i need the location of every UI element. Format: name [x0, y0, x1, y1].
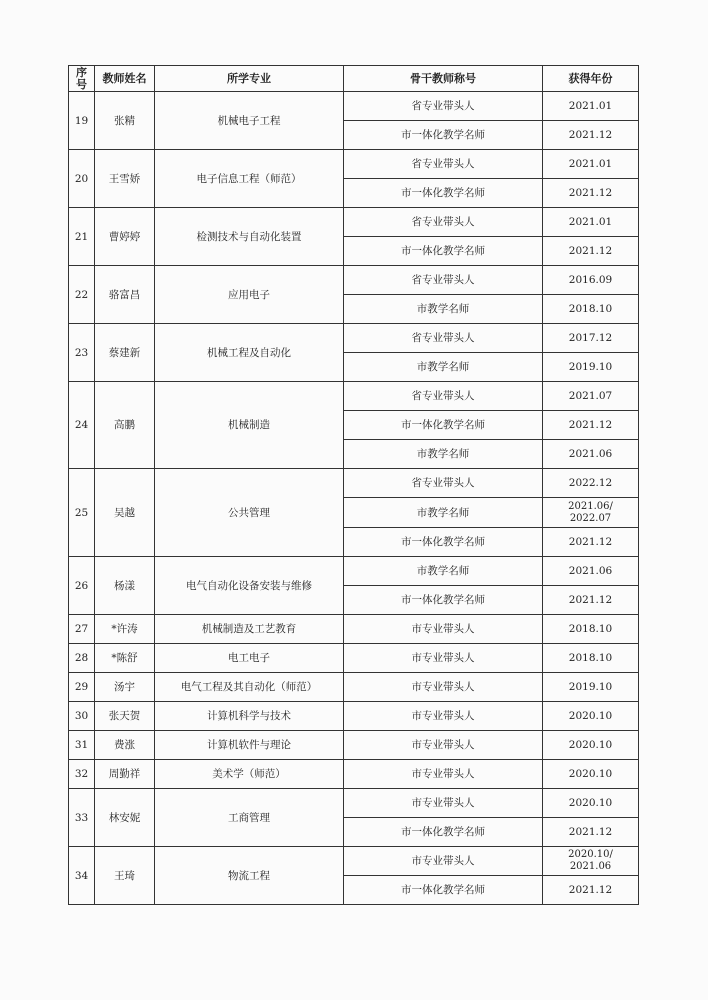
table-row — [69, 92, 639, 121]
header-name: 教师姓名 — [95, 66, 155, 92]
cell-major: 机械制造及工艺教育 — [155, 615, 344, 644]
cell-major: 物流工程 — [155, 847, 344, 905]
cell-major: 计算机科学与技术 — [155, 702, 344, 731]
cell-title: 市专业带头人 — [344, 760, 543, 789]
cell-date: 2021.12 — [543, 237, 639, 266]
cell-title: 市一体化教学名师 — [344, 528, 543, 557]
cell-title: 市教学名师 — [344, 353, 543, 382]
cell-date: 2016.09 — [543, 266, 639, 295]
cell-title: 市一体化教学名师 — [344, 876, 543, 905]
cell-major: 电气工程及其自动化（师范） — [155, 673, 344, 702]
cell-no: 19 — [69, 92, 95, 150]
date-line: 2022.07 — [569, 512, 612, 524]
cell-no: 34 — [69, 847, 95, 905]
cell-date: 2021.01 — [543, 150, 639, 179]
cell-title: 市教学名师 — [344, 295, 543, 324]
cell-title: 省专业带头人 — [344, 469, 543, 498]
cell-title: 市一体化教学名师 — [344, 237, 543, 266]
cell-date: 2021.12 — [543, 586, 639, 615]
cell-name: 高鹏 — [95, 382, 155, 469]
cell-name: *陈舒 — [95, 644, 155, 673]
cell-title: 省专业带头人 — [344, 208, 543, 237]
table-row — [69, 673, 639, 702]
cell-title: 市一体化教学名师 — [344, 818, 543, 847]
cell-no: 28 — [69, 644, 95, 673]
cell-title: 市专业带头人 — [344, 847, 543, 876]
table-row — [69, 382, 639, 411]
cell-name: 林安妮 — [95, 789, 155, 847]
cell-no: 31 — [69, 731, 95, 760]
cell-date: 2021.06 — [543, 440, 639, 469]
cell-date: 2021.07 — [543, 382, 639, 411]
cell-title: 省专业带头人 — [344, 92, 543, 121]
cell-date: 2020.10 — [543, 731, 639, 760]
cell-name: 王雪娇 — [95, 150, 155, 208]
cell-date — [543, 498, 639, 528]
cell-major: 电工电子 — [155, 644, 344, 673]
cell-major: 美术学（师范） — [155, 760, 344, 789]
cell-date: 2017.12 — [543, 324, 639, 353]
cell-no: 27 — [69, 615, 95, 644]
cell-name: 费涨 — [95, 731, 155, 760]
table-row — [69, 847, 639, 876]
cell-major: 机械工程及自动化 — [155, 324, 344, 382]
cell-name: 王琦 — [95, 847, 155, 905]
header-major: 所学专业 — [155, 66, 344, 92]
cell-title: 市专业带头人 — [344, 702, 543, 731]
cell-no: 32 — [69, 760, 95, 789]
cell-date: 2020.10 — [543, 702, 639, 731]
cell-title: 市专业带头人 — [344, 615, 543, 644]
cell-no: 20 — [69, 150, 95, 208]
cell-title: 省专业带头人 — [344, 266, 543, 295]
table-row — [69, 760, 639, 789]
cell-title: 市专业带头人 — [344, 673, 543, 702]
cell-date: 2021.01 — [543, 92, 639, 121]
cell-title: 省专业带头人 — [344, 150, 543, 179]
cell-major: 电子信息工程（师范） — [155, 150, 344, 208]
cell-title: 市一体化教学名师 — [344, 179, 543, 208]
cell-major: 电气自动化设备安装与维修 — [155, 557, 344, 615]
cell-name: 周勤祥 — [95, 760, 155, 789]
table-row — [69, 702, 639, 731]
cell-no: 30 — [69, 702, 95, 731]
cell-name: 汤宇 — [95, 673, 155, 702]
cell-date: 2021.12 — [543, 179, 639, 208]
cell-title: 市专业带头人 — [344, 644, 543, 673]
cell-date: 2018.10 — [543, 644, 639, 673]
cell-date: 2021.01 — [543, 208, 639, 237]
cell-date: 2020.10 — [543, 789, 639, 818]
header-no: 序号 — [69, 66, 95, 92]
cell-name: 吴越 — [95, 469, 155, 557]
cell-date: 2020.10 — [543, 760, 639, 789]
cell-name: 张天贺 — [95, 702, 155, 731]
cell-title: 市教学名师 — [344, 440, 543, 469]
cell-title: 市教学名师 — [344, 498, 543, 528]
cell-title: 市专业带头人 — [344, 731, 543, 760]
table-row — [69, 469, 639, 498]
cell-date: 2019.10 — [543, 353, 639, 382]
cell-major: 计算机软件与理论 — [155, 731, 344, 760]
cell-major: 工商管理 — [155, 789, 344, 847]
cell-name: 曹婷婷 — [95, 208, 155, 266]
cell-title: 市教学名师 — [344, 557, 543, 586]
cell-date: 2021.06 — [543, 557, 639, 586]
table-row — [69, 324, 639, 353]
cell-major: 公共管理 — [155, 469, 344, 557]
backbone-teacher-table — [68, 65, 639, 905]
cell-date: 2018.10 — [543, 295, 639, 324]
cell-date: 2019.10 — [543, 673, 639, 702]
header-title: 骨干教师称号 — [344, 66, 543, 92]
cell-date: 2021.12 — [543, 818, 639, 847]
cell-no: 22 — [69, 266, 95, 324]
cell-no: 29 — [69, 673, 95, 702]
cell-no: 24 — [69, 382, 95, 469]
cell-date: 2018.10 — [543, 615, 639, 644]
header-date: 获得年份 — [543, 66, 639, 92]
cell-title: 省专业带头人 — [344, 382, 543, 411]
cell-no: 26 — [69, 557, 95, 615]
cell-no: 23 — [69, 324, 95, 382]
cell-name: 蔡建新 — [95, 324, 155, 382]
table-row — [69, 644, 639, 673]
date-line: 2021.06 — [569, 861, 612, 872]
date-line: 2020.10/ — [568, 849, 613, 860]
cell-name: 张精 — [95, 92, 155, 150]
table-row — [69, 150, 639, 179]
date-line: 2021.06/ — [568, 500, 613, 512]
cell-title: 省专业带头人 — [344, 324, 543, 353]
cell-major: 机械制造 — [155, 382, 344, 469]
cell-major: 应用电子 — [155, 266, 344, 324]
cell-date: 2021.12 — [543, 411, 639, 440]
table-row — [69, 266, 639, 295]
cell-title: 市一体化教学名师 — [344, 121, 543, 150]
cell-title: 市一体化教学名师 — [344, 411, 543, 440]
cell-name: 杨漾 — [95, 557, 155, 615]
cell-no: 25 — [69, 469, 95, 557]
table-header-row — [69, 66, 639, 92]
table-row — [69, 615, 639, 644]
table-row — [69, 731, 639, 760]
table-row — [69, 789, 639, 818]
cell-name: *许涛 — [95, 615, 155, 644]
table-row — [69, 557, 639, 586]
cell-title: 市一体化教学名师 — [344, 586, 543, 615]
table-row — [69, 208, 639, 237]
cell-no: 21 — [69, 208, 95, 266]
cell-date: 2021.12 — [543, 876, 639, 905]
cell-name: 骆富昌 — [95, 266, 155, 324]
cell-date: 2021.12 — [543, 121, 639, 150]
cell-major: 检测技术与自动化装置 — [155, 208, 344, 266]
cell-no: 33 — [69, 789, 95, 847]
cell-date: 2021.12 — [543, 528, 639, 557]
cell-date — [543, 847, 639, 876]
cell-major: 机械电子工程 — [155, 92, 344, 150]
cell-title: 市专业带头人 — [344, 789, 543, 818]
cell-date: 2022.12 — [543, 469, 639, 498]
